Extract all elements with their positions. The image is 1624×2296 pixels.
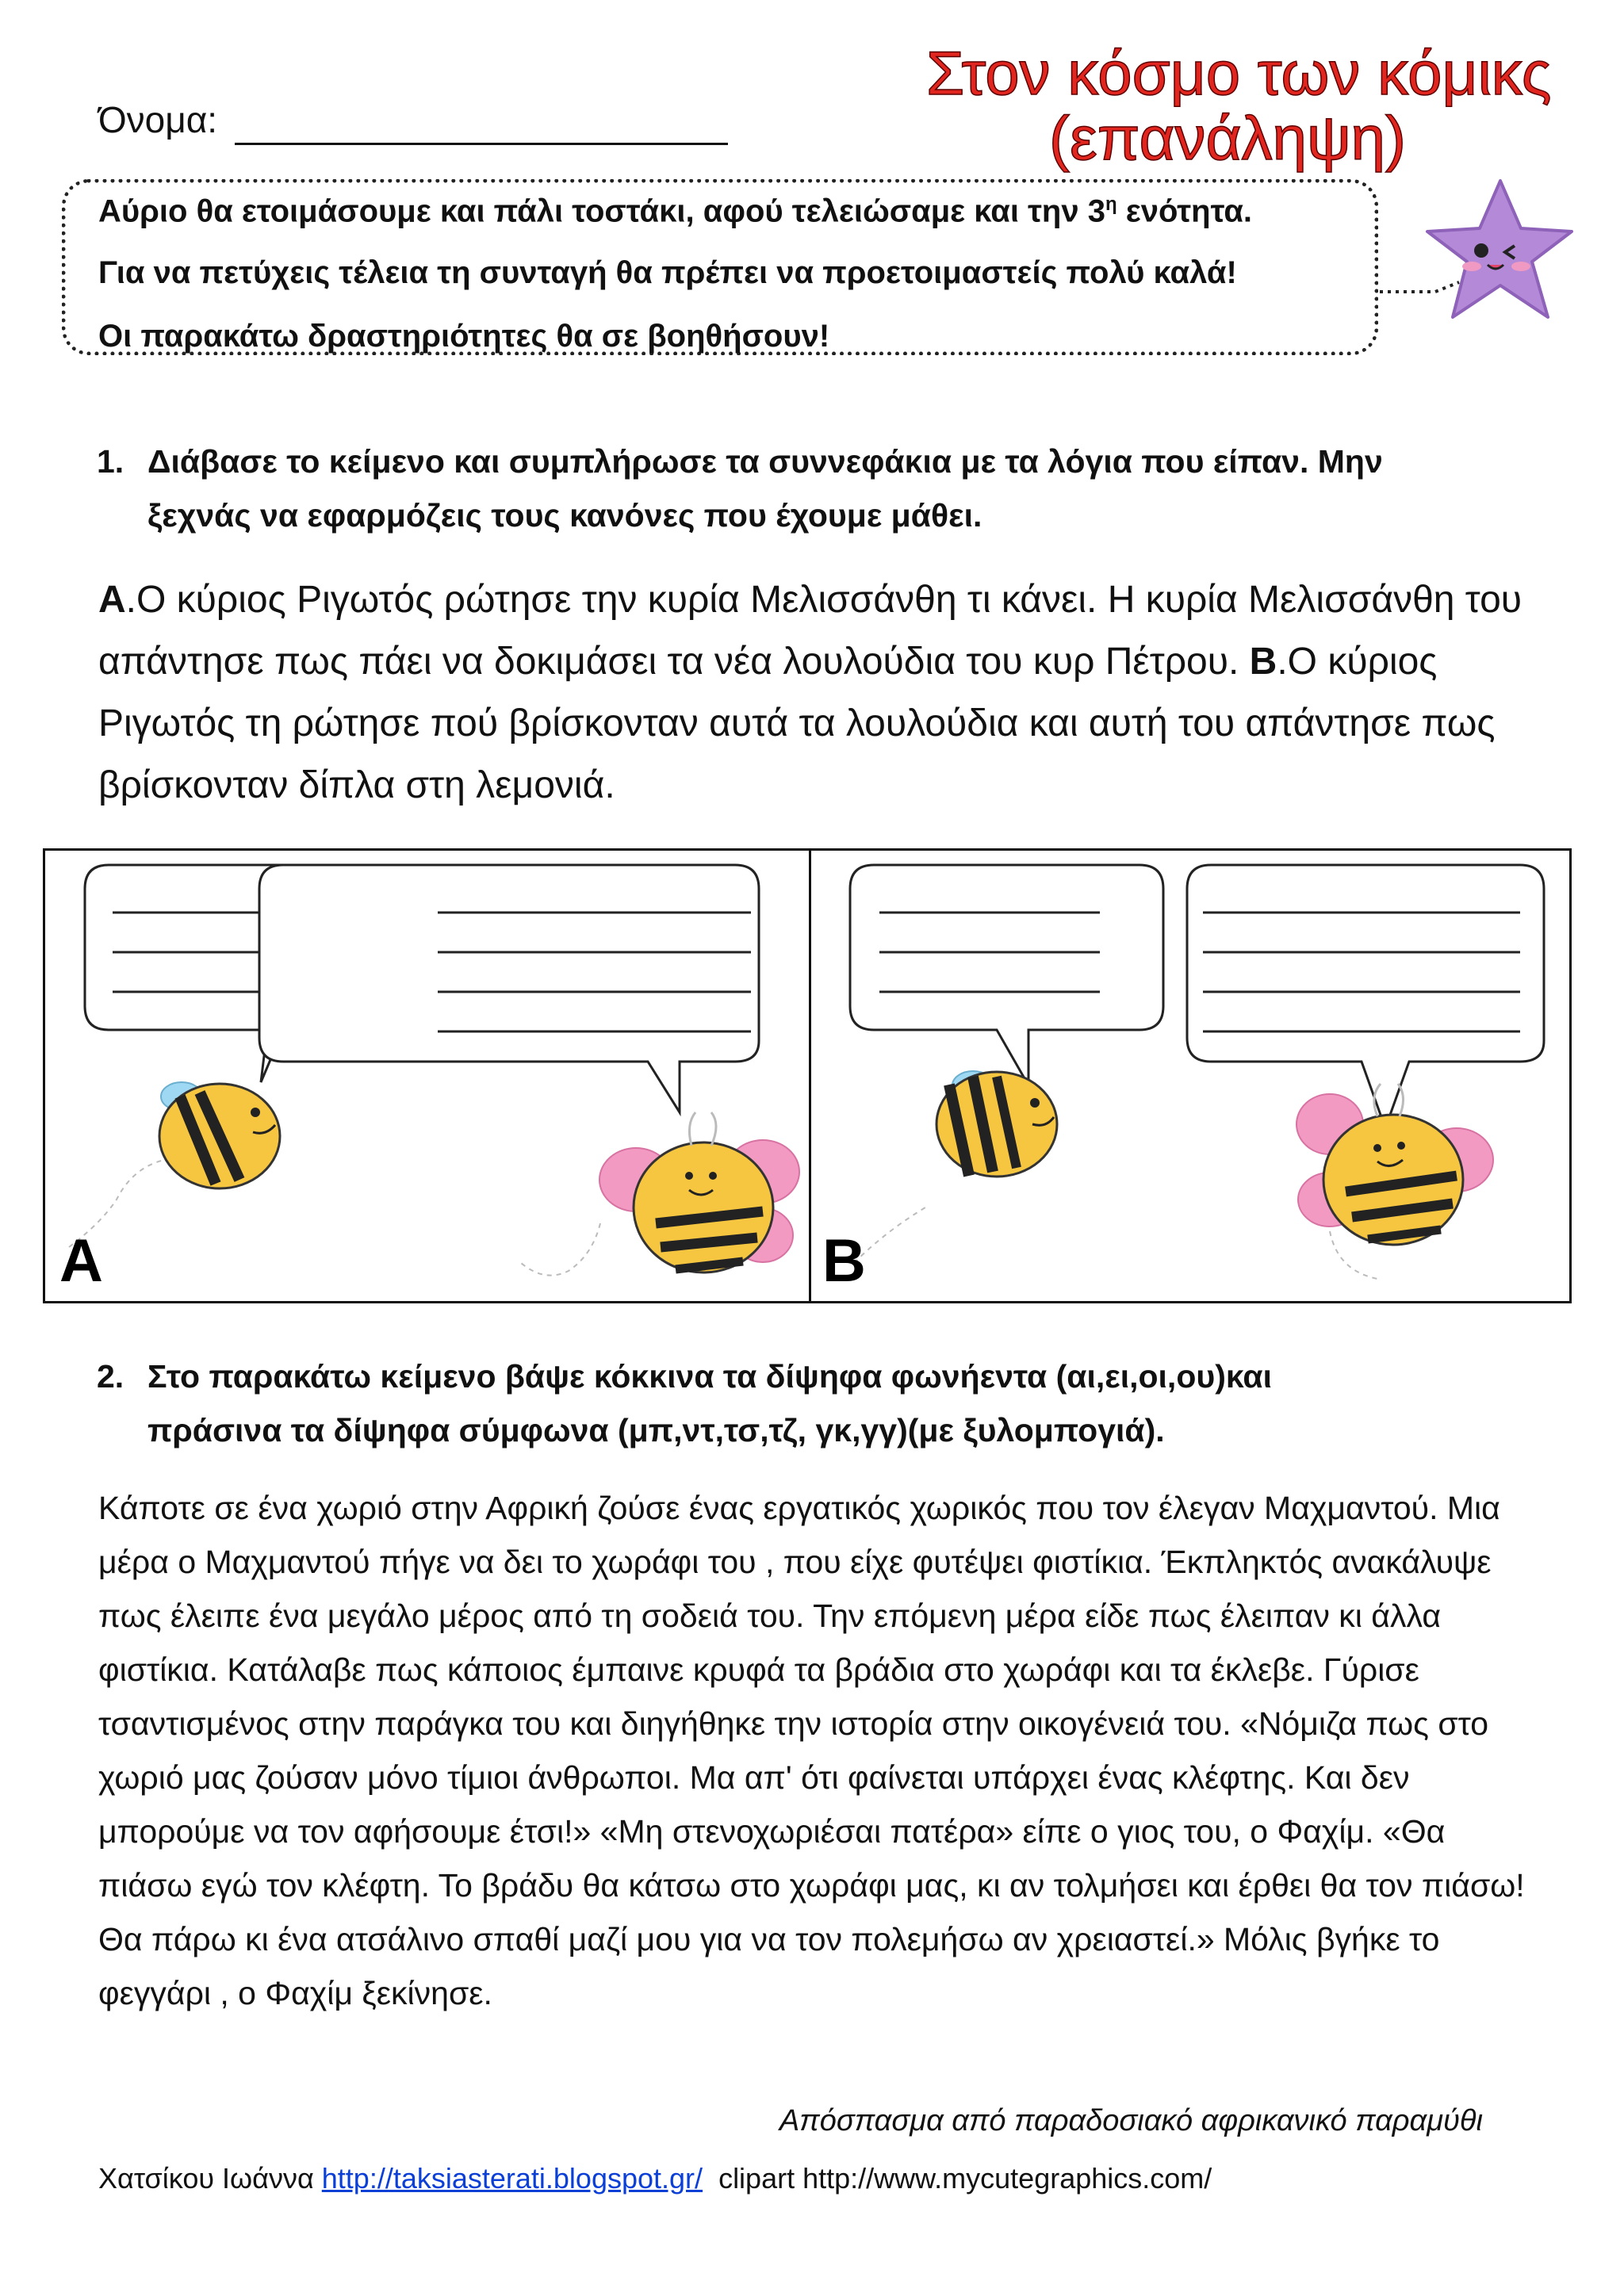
clipart-credit: clipart http://www.mycutegraphics.com/	[718, 2162, 1212, 2195]
task-2-line-1: Στο παρακάτω κείμενο βάψε κόκκινα τα δίψηφα φωνήεντα (αι,ει,οι,ου)και	[147, 1358, 1272, 1395]
striped-bee-a-icon	[69, 1082, 280, 1247]
intro-line-3: Οι παρακάτω δραστηριότητες θα σε βοηθήσουν!	[98, 319, 830, 354]
task-1-line-1: Διάβασε το κείμενο και συμπλήρωσε τα συννεφάκια με τα λόγια που είπαν. Μην	[147, 443, 1383, 480]
star-mascot-icon	[1372, 173, 1578, 339]
story-text-b: .Ο κύριος Ριγωτός τη ρώτησε πού βρίσκονταν αυτά τα λουλούδια και αυτή του απάντησε πως βρίσκονταν δίπλα στη λεμονιά.	[98, 641, 1496, 806]
task-1-line-2: ξεχνάς να εφαρμόζεις τους κανόνες που έχουμε μάθει.	[147, 497, 982, 534]
name-field-line[interactable]	[235, 143, 728, 145]
footer-author: Χατσίκου Ιωάννα	[98, 2162, 314, 2195]
task-1-instructions	[97, 434, 1527, 542]
flower-bee-a-icon	[521, 1112, 799, 1276]
flower-bee-b-icon	[1297, 1084, 1493, 1279]
story-label-a: Α	[98, 579, 126, 621]
intro-line-1: Αύριο θα ετοιμάσουμε και πάλι τοστάκι, αφού τελειώσαμε και την $3^\eta$ ενότητα.	[98, 193, 1253, 229]
panel-b-label: B	[822, 1227, 866, 1295]
comic-panels	[43, 848, 1572, 1303]
speech-bubble-a-right[interactable]	[259, 865, 759, 1112]
blog-link[interactable]: http://taksiasterati.blogspot.gr/	[321, 2162, 703, 2195]
task-1-number: 1.	[97, 443, 124, 480]
task-2-number: 2.	[97, 1358, 124, 1395]
page-title	[926, 38, 1552, 173]
panel-a-label: A	[59, 1227, 103, 1295]
story-1-text	[98, 569, 1526, 817]
name-label: Όνομα:	[98, 99, 218, 140]
story-source: Απόσπασμα από παραδοσιακό αφρικανικό παραμύθι	[779, 2104, 1483, 2137]
footer	[98, 2162, 1212, 2195]
speech-bubble-b-right[interactable]	[1187, 865, 1544, 1128]
story-text-a: .Ο κύριος Ριγωτός ρώτησε την κυρία Μελισσάνθη τι κάνει. Η κυρία Μελισσάνθη του απάντησε πως πάει να δοκιμάσει τα νέα λουλούδια του κυρ Πέτρου.	[98, 579, 1522, 683]
story-2-text: Κάποτε σε ένα χωριό στην Αφρική ζούσε ένας εργατικός χωρικός που τον έλεγαν Μαχμαντού. Μια μέρα ο Μαχμαντού πήγε να δει το χωράφι του , που είχε φυτέψει φιστίκια. Έκπληκτός ανακάλυψε πως έλειπε ένα μεγάλο μέρος από τη σοδειά του. Την επόμενη μέρα είδε πως έλειπαν κι άλλα φιστίκια. Κατάλαβε πως κάποιος έμπαινε κρυφά τα βράδια στο χωράφι και τα έκλεβε. Γύρισε τσαντισμένος στην παράγκα του και διηγήθηκε την ιστορία στην οικογένειά του. «Νόμιζα πως στο χωριό μας ζούσαν μόνο τίμιοι άνθρωποι. Μα απ' ότι φαίνεται υπάρχει ένας κλέφτης. Και δεν μπορούμε να τον αφήσουμε έτσι!» «Μη στενοχωριέσαι πατέρα» είπε ο γιος του, ο Φαχίμ. «Θα πιάσω εγώ τον κλέφτη. Το βράδυ θα κάτσω στο χωράφι μας, κι αν τολμήσει και έρθει θα τον πιάσω! Θα πάρω κι ένα ατσάλινο σπαθί μαζί μου για να τον πολεμήσω αν χρειαστεί.» Μόλις βγήκε το φεγγάρι , ο Φαχίμ ξεκίνησε.	[98, 1490, 1525, 2011]
speech-bubble-b-left[interactable]	[850, 865, 1163, 1085]
striped-bee-b-icon	[854, 1071, 1057, 1263]
title-line-2: (επανάληψη)	[1049, 102, 1406, 173]
task-2-instructions	[97, 1349, 1527, 1457]
comic-artwork	[45, 851, 1569, 1301]
title-line-1: Στον κόσμο των κόμικς	[926, 38, 1552, 108]
story-label-b: Β	[1249, 641, 1277, 683]
task-2-line-2: πράσινα τα δίψηφα σύμφωνα (μπ,ντ,τσ,τζ, γκ,γγ)(με ξυλομπογιά).	[147, 1412, 1165, 1448]
intro-line-2: Για να πετύχεις τέλεια τη συνταγή θα πρέπει να προετοιμαστείς πολύ καλά!	[98, 255, 1237, 290]
